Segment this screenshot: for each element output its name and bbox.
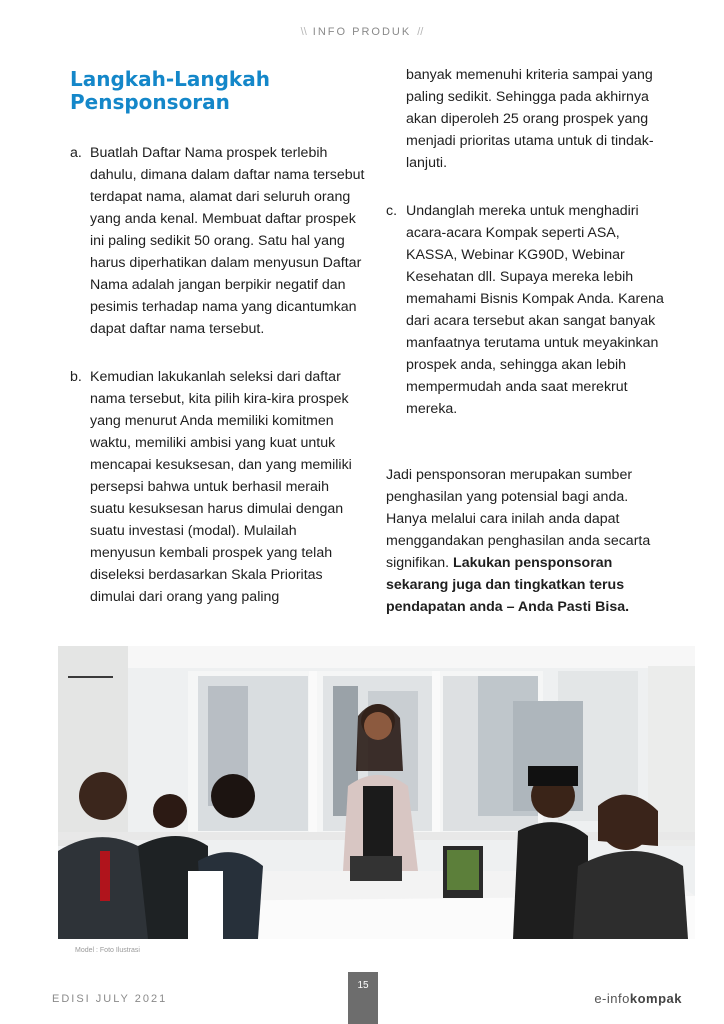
brand-prefix: e-info [594,991,630,1006]
closing-paragraph [386,464,671,618]
office-meeting-photo [58,646,695,939]
edition-label: EDISI JULY 2021 [52,993,168,1005]
list-item-b-continued [386,64,671,174]
right-column [386,64,671,618]
closing-text: Jadi pensponsoran merupakan sumber penghasilan yang potensial bagi anda. Hanya melalui cara inilah anda dapat menggandakan penghasilan anda secarta signifikan. [386,467,651,571]
decorative-slashes: // [417,26,424,38]
list-item-b [70,366,365,608]
photo-caption: Model : Foto Ilustrasi [75,947,140,954]
brand-bold: kompak [629,991,682,1006]
brand-logo [594,991,682,1006]
list-marker: c. [386,203,398,219]
decorative-slashes: \\ [300,26,307,38]
list-item-text: Undanglah mereka untuk menghadiri acara-acara Kompak seperti ASA, KASSA, Webinar KG90D, Webinar Kesehatan dll. Supaya mereka lebih memahami Bisnis Kompak Anda. Karena dari acara tersebut akan sangat banyak manfaatnya terutama untuk meyakinkan prospek anda, sehingga akan lebih mempermudah anda saat merekrut mereka. [406,203,664,417]
left-column [70,68,365,608]
list-item-text: banyak memenuhi kriteria sampai yang paling sedikit. Sehingga pada akhirnya akan diperoleh 25 orang prospek yang menjadi prioritas utama untuk di tindak-lanjuti. [406,67,654,171]
section-label-text: INFO PRODUK [312,26,412,38]
article-title: Langkah-Langkah Pensponsoran [70,67,270,114]
list-item-text: Buatlah Daftar Nama prospek terlebih dahulu, dimana dalam daftar nama tersebut terdapat nama, alamat dari seluruh orang yang anda kenal. Membuat daftar prospek ini paling sedikit 50 orang. Satu hal yang harus diperhatikan dalam menyusun Daftar Nama adalah jangan berpikir negatif dan pesimis terhadap nama yang dicantumkan dapat daftar nama tersebut. [90,145,365,337]
list-item-text: Kemudian lakukanlah seleksi dari daftar nama tersebut, kita pilih kira-kira prospek yang menurut Anda memiliki komitmen waktu, memiliki ambisi yang kuat untuk mencapai kesuksesan, dan yang memiliki persepsi bahwa untuk berhasil meraih suatu kesuksesan harus dimulai dengan suatu investasi (modal). Mulailah menyusun kembali prospek yang telah diseleksi berdasarkan Skala Prioritas dimulai dari orang yang paling [90,369,352,605]
steps-list [70,142,365,608]
closing-bold-text: Lakukan pensponsoran sekarang juga dan tingkatkan terus pendapatan anda – Anda Pasti Bisa. [386,555,630,615]
list-item-c [386,200,671,420]
list-marker: b. [70,369,82,385]
section-label [0,26,724,38]
list-item-a [70,142,365,340]
list-marker: a. [70,145,82,161]
page-number: 15 [348,972,378,1024]
